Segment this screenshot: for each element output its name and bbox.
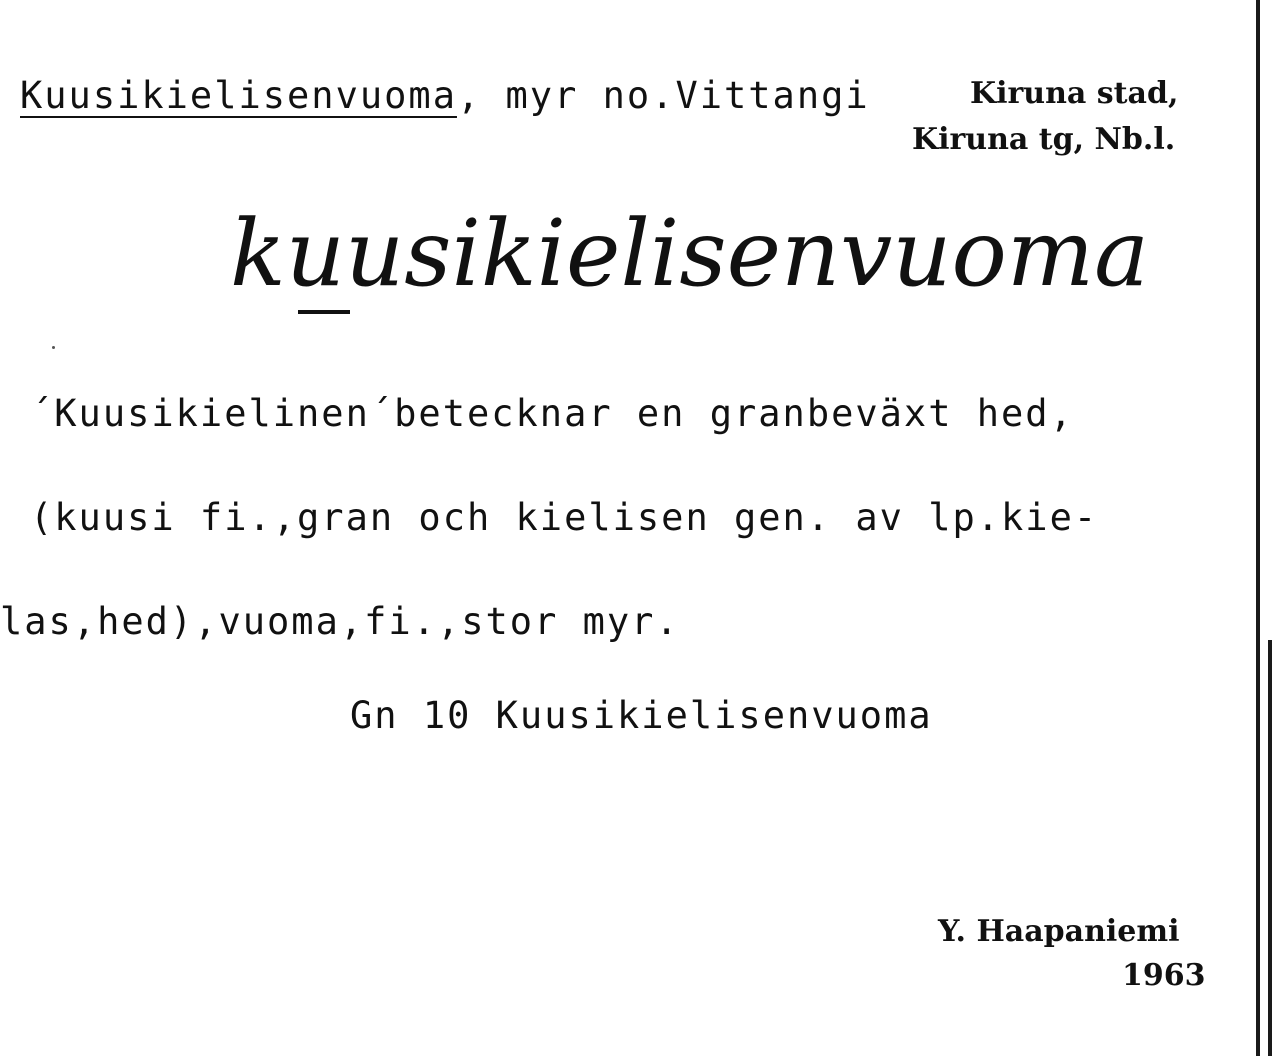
card-edge-line-secondary [1268, 640, 1272, 1056]
handwritten-form-text: kuusikielisenvuoma [230, 200, 1149, 307]
place-description: , myr no.Vittangi [456, 74, 870, 117]
card-edge-line [1256, 0, 1260, 1056]
speck [52, 346, 55, 349]
handwritten-form [220, 190, 1210, 330]
etymology-line-2: (kuusi fi.,gran och kielisen gen. av lp.kie- [30, 496, 1099, 539]
header-entry [20, 74, 870, 117]
admin-municipality: Kiruna stad, [970, 76, 1179, 111]
place-name-title: Kuusikielisenvuoma [20, 74, 457, 117]
etymology-line-3: las,hed),vuoma,fi.,stor myr. [0, 600, 680, 643]
admin-parish-county: Kiruna tg, Nb.l. [912, 122, 1176, 157]
author-name: Y. Haapaniemi [938, 914, 1180, 949]
map-reference: Gn 10 Kuusikielisenvuoma [350, 694, 933, 737]
year: 1963 [1122, 958, 1206, 993]
etymology-line-1: ´Kuusikielinen´betecknar en granbeväxt hed, [30, 392, 1074, 435]
